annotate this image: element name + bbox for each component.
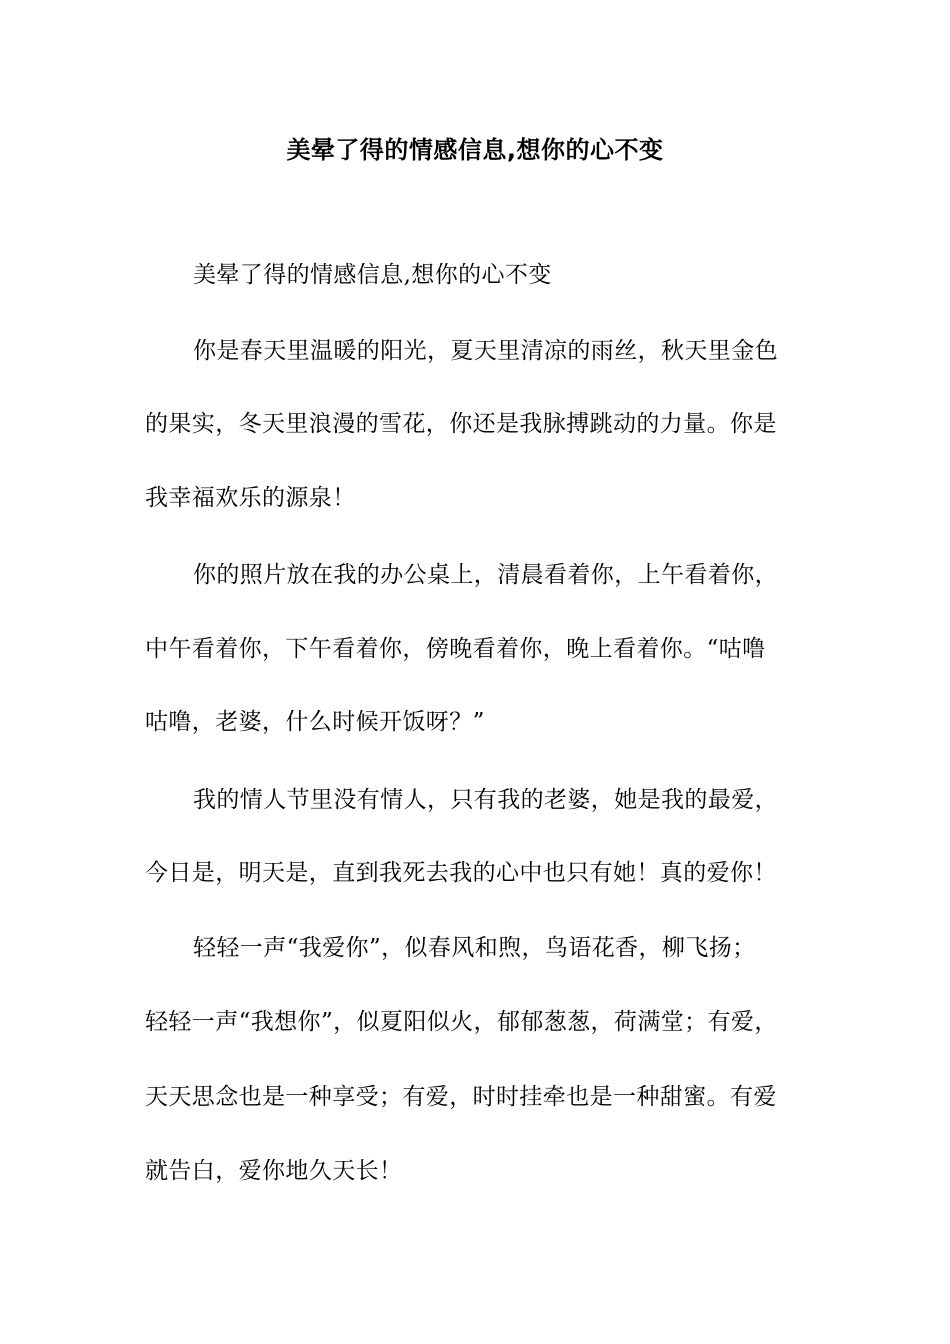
paragraph-line: 你是春天里温暖的阳光，夏天里清凉的雨丝，秋天里金色 [193,338,778,364]
paragraph-line: 中午看着你，下午看着你，傍晚看着你，晚上看着你。“咕噜 [145,636,766,662]
paragraph-line: 的果实，冬天里浪漫的雪花，你还是我脉搏跳动的力量。你是 [145,411,777,437]
paragraph-line: 我幸福欢乐的源泉！ [145,485,356,511]
paragraph-line: 咕噜，老婆，什么时候开饭呀？” [145,709,485,735]
paragraph-line: 就告白，爱你地久天长！ [145,1158,403,1184]
paragraph-heading: 美晕了得的情感信息,想你的心不变 [193,262,552,288]
paragraph-line: 天天思念也是一种享受；有爱，时时挂牵也是一种甜蜜。有爱 [145,1084,777,1110]
document-title: 美晕了得的情感信息,想你的心不变 [286,136,664,164]
paragraph-line: 轻轻一声“我想你”，似夏阳似火，郁郁葱葱，荷满堂；有爱， [145,1009,778,1035]
paragraph-line: 轻轻一声“我爱你”，似春风和煦，鸟语花香，柳飞扬； [193,935,756,961]
paragraph-line: 今日是，明天是，直到我死去我的心中也只有她！真的爱你！ [145,860,777,886]
paragraph-line: 你的照片放在我的办公桌上，清晨看着你，上午看着你， [193,562,778,588]
paragraph-line: 我的情人节里没有情人，只有我的老婆，她是我的最爱， [193,787,778,813]
